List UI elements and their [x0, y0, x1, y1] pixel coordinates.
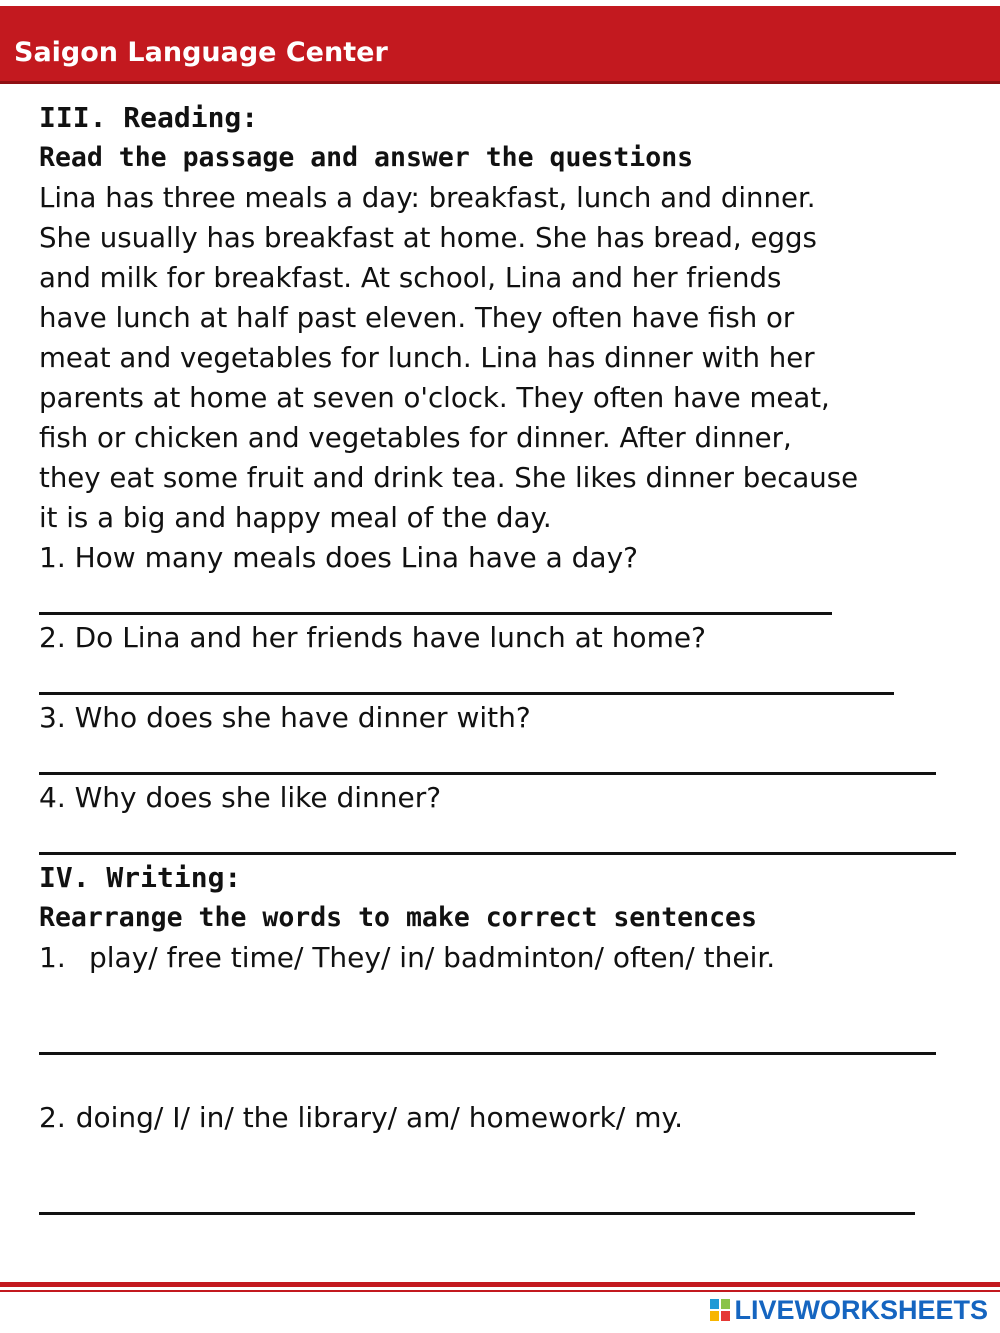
writing-heading: IV. Writing: [39, 861, 242, 894]
question-1: 1. How many meals does Lina have a day? [39, 541, 639, 574]
passage-line: they eat some fruit and drink tea. She likes dinner because [39, 461, 859, 494]
logo-text: LIVEWORKSHEETS [734, 1294, 988, 1325]
spacer [39, 1058, 967, 1098]
passage-line: it is a big and happy meal of the day. [39, 501, 552, 534]
answer-underline [39, 1212, 915, 1215]
spacer [39, 978, 967, 1018]
item-text: doing/ I/ in/ the library/ am/ homework/ my. [75, 1101, 683, 1134]
passage-line: Lina has three meals a day: breakfast, lunch and dinner. [39, 181, 816, 214]
answer-underline [39, 772, 936, 775]
answer-field-6[interactable] [39, 1178, 967, 1218]
answer-underline [39, 612, 832, 615]
answer-field-3[interactable] [39, 738, 967, 778]
item-number: 1. [39, 941, 66, 974]
passage-line: parents at home at seven o'clock. They often have meat, [39, 381, 830, 414]
rearrange-item-2 [39, 1098, 967, 1138]
answer-underline [39, 692, 894, 695]
passage-line: have lunch at half past eleven. They often have fish or [39, 301, 795, 334]
header-title: Saigon Language Center [14, 37, 388, 68]
worksheet-content [39, 98, 967, 1218]
answer-underline [39, 852, 956, 855]
reading-passage [39, 178, 967, 538]
spacer [39, 1138, 967, 1178]
passage-line: fish or chicken and vegetables for dinner. After dinner, [39, 421, 792, 454]
reading-instruction: Read the passage and answer the questions [39, 142, 694, 173]
footer-divider [0, 1282, 1000, 1287]
item-text: play/ free time/ They/ in/ badminton/ often/ their. [89, 941, 776, 974]
liveworksheets-logo[interactable] [710, 1295, 988, 1325]
question-3: 3. Who does she have dinner with? [39, 701, 531, 734]
answer-field-1[interactable] [39, 578, 967, 618]
passage-line: and milk for breakfast. At school, Lina and her friends [39, 261, 782, 294]
question-4: 4. Why does she like dinner? [39, 781, 442, 814]
answer-field-4[interactable] [39, 818, 967, 858]
answer-field-2[interactable] [39, 658, 967, 698]
header-bar [0, 6, 1000, 84]
passage-line: She usually has breakfast at home. She has bread, eggs [39, 221, 817, 254]
footer-divider-thin [0, 1290, 1000, 1292]
passage-line: meat and vegetables for lunch. Lina has dinner with her [39, 341, 815, 374]
reading-heading: III. Reading: [39, 101, 259, 134]
writing-instruction: Rearrange the words to make correct sentences [39, 902, 757, 933]
rearrange-item-1 [39, 938, 967, 978]
answer-field-5[interactable] [39, 1018, 967, 1058]
logo-icon [710, 1299, 730, 1321]
answer-underline [39, 1052, 936, 1055]
question-2: 2. Do Lina and her friends have lunch at home? [39, 621, 706, 654]
item-number: 2. [39, 1101, 66, 1134]
